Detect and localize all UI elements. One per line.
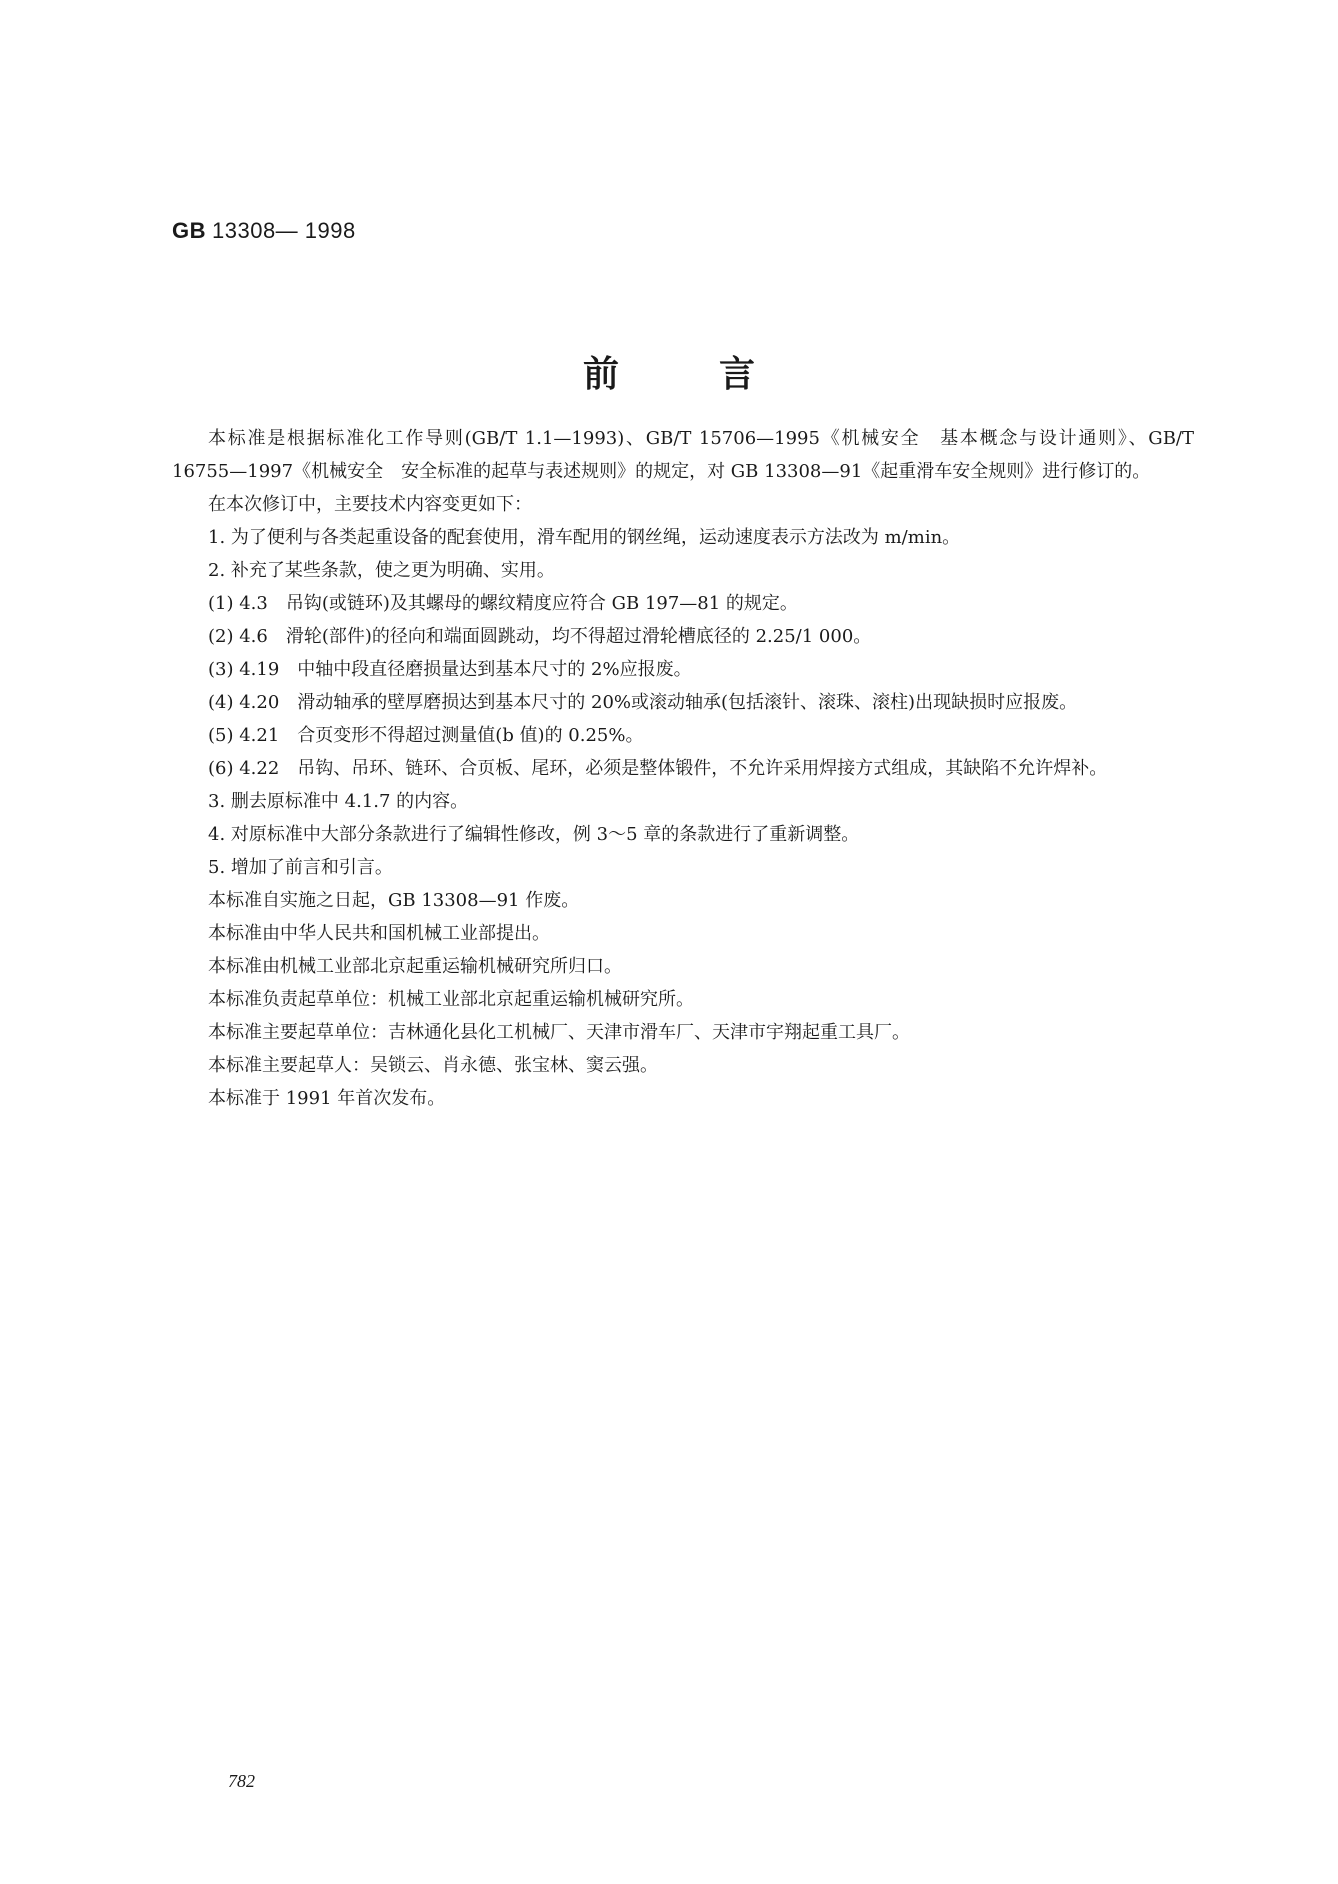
paragraph-changes-lead: 在本次修订中，主要技术内容变更如下： — [208, 494, 532, 515]
paragraph-managed-by: 本标准由机械工业部北京起重运输机械研究所归口。 — [208, 956, 622, 977]
paragraph-supersedes: 本标准自实施之日起，GB 13308—91 作废。 — [208, 890, 580, 911]
list-item-1: 1. 为了便利与各类起重设备的配套使用，滑车配用的钢丝绳，运动速度表示方法改为 m/min。 — [208, 527, 961, 548]
sub-item-4-19: (3) 4.19 中轴中段直径磨损量达到基本尺寸的 2%应报废。 — [208, 659, 692, 680]
list-item-5: 5. 增加了前言和引言。 — [208, 857, 393, 878]
document-body — [172, 422, 1194, 1115]
paragraph-proposed-by: 本标准由中华人民共和国机械工业部提出。 — [208, 923, 550, 944]
paragraph-main-drafters: 本标准主要起草人：吴锁云、肖永德、张宝林、窦云强。 — [208, 1055, 658, 1076]
standard-header — [172, 218, 356, 244]
paragraph-responsible-drafter: 本标准负责起草单位：机械工业部北京起重运输机械研究所。 — [208, 989, 694, 1010]
sub-item-4-6: (2) 4.6 滑轮(部件)的径向和端面圆跳动，均不得超过滑轮槽底径的 2.25/1 000。 — [208, 626, 872, 647]
paragraph-main-drafting-units: 本标准主要起草单位：吉林通化县化工机械厂、天津市滑车厂、天津市宇翔起重工具厂。 — [208, 1022, 910, 1043]
page-number: 782 — [228, 1771, 255, 1791]
page-title: 前言 — [582, 354, 855, 395]
standard-prefix: GB — [172, 218, 206, 243]
sub-item-4-22: (6) 4.22 吊钩、吊环、链环、合页板、尾环，必须是整体锻件，不允许采用焊接方式组成，其缺陷不允许焊补。 — [208, 758, 1108, 779]
paragraph-intro: 本标准是根据标准化工作导则(GB/T 1.1—1993)、GB/T 15706—1995《机械安全 基本概念与设计通则》、GB/T 16755—1997《机械安全 安全标准的起草与表述规则》的规定，对 GB 13308—91《起重滑车安全规则》进行修订的。 — [172, 428, 1194, 482]
list-item-3: 3. 删去原标准中 4.1.7 的内容。 — [208, 791, 469, 812]
sub-item-4-21: (5) 4.21 合页变形不得超过测量值(b 值)的 0.25%。 — [208, 725, 644, 746]
sub-item-4-20: (4) 4.20 滑动轴承的壁厚磨损达到基本尺寸的 20%或滚动轴承(包括滚针、滚珠、滚柱)出现缺损时应报废。 — [208, 692, 1078, 713]
paragraph-first-published: 本标准于 1991 年首次发布。 — [208, 1088, 446, 1109]
sub-item-4-3: (1) 4.3 吊钩(或链环)及其螺母的螺纹精度应符合 GB 197—81 的规定。 — [208, 593, 798, 614]
list-item-4: 4. 对原标准中大部分条款进行了编辑性修改，例 3～5 章的条款进行了重新调整。 — [208, 824, 860, 845]
list-item-2: 2. 补充了某些条款，使之更为明确、实用。 — [208, 560, 555, 581]
standard-number: 13308— 1998 — [212, 218, 356, 243]
